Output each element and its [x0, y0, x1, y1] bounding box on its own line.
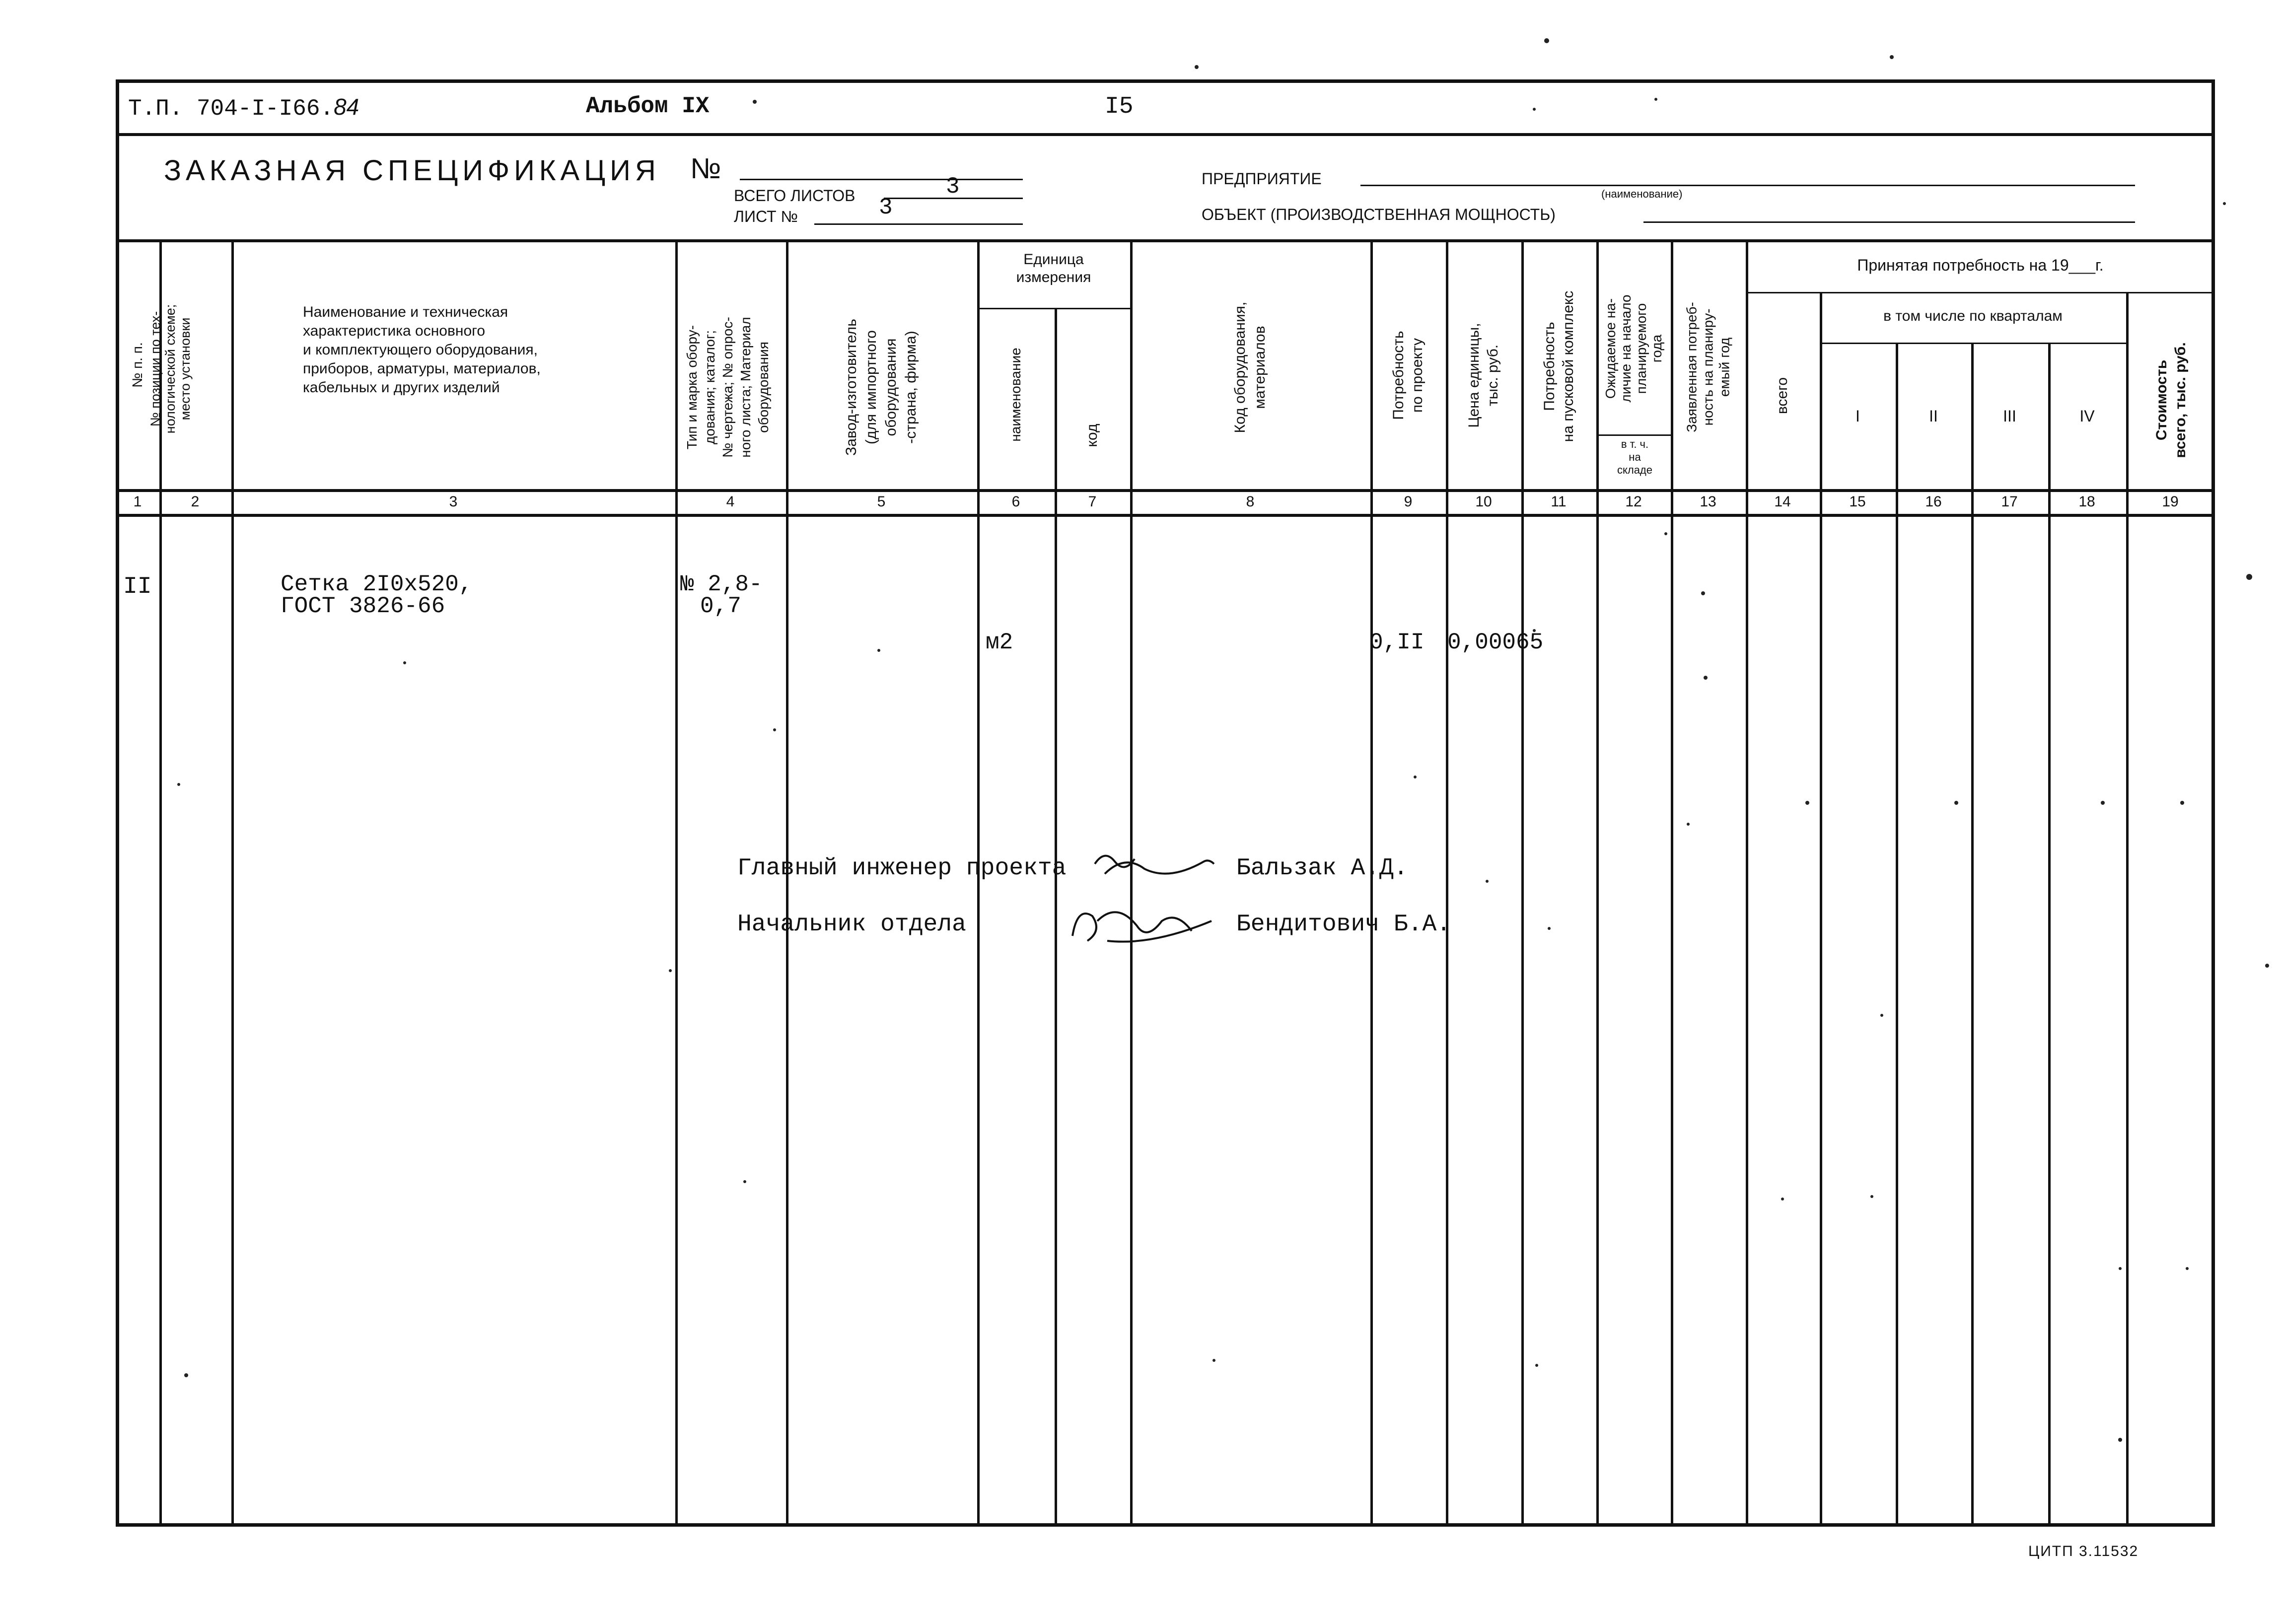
- column-number: 5: [877, 494, 886, 510]
- column-number: 17: [2001, 494, 2018, 510]
- q3-header: III: [2003, 407, 2016, 425]
- col5-header: Завод-изготовитель (для импортного оборудования -страна, фирма): [843, 319, 919, 456]
- column-number: 2: [191, 494, 200, 510]
- document-frame: [116, 79, 2215, 1527]
- total-sheets-label: ВСЕГО ЛИСТОВ: [734, 187, 856, 205]
- row-unit: м2: [986, 630, 1013, 655]
- column-number: 12: [1625, 494, 1642, 510]
- col12-sub-header: в т. ч. на складе: [1617, 438, 1653, 476]
- column-number: 6: [1011, 494, 1020, 510]
- spec-title: ЗАКАЗНАЯ СПЕЦИФИКАЦИЯ: [164, 154, 660, 187]
- col3-header: Наименование и техническая характеристика основного и комплектующего оборудования, приборов, арматуры, материалов, кабельных и других изделий: [303, 304, 541, 396]
- sheet-value: 3: [879, 195, 893, 220]
- unit-group-header: Единица измерения: [1016, 251, 1091, 285]
- col9-header: Потребность по проекту: [1390, 331, 1426, 420]
- quarters-header: в том числе по кварталам: [1883, 308, 2063, 324]
- row-price: 0,00065: [1447, 630, 1544, 655]
- spec-number-sign: №: [690, 152, 721, 185]
- column-number: 18: [2078, 494, 2095, 510]
- col13-header: Заявленная потреб- ность на планиру- емый год: [1684, 302, 1732, 432]
- accepted-need-header: Принятая потребность на 19___г.: [1857, 256, 2104, 274]
- column-number: 10: [1475, 494, 1492, 510]
- department-head-signature: [1063, 891, 1221, 956]
- sheet-label: ЛИСТ №: [734, 208, 798, 225]
- column-number: 16: [1925, 494, 1942, 510]
- page-number: I5: [1105, 93, 1134, 120]
- album-label: Альбом IX: [586, 93, 710, 119]
- tp-year: 84: [334, 94, 359, 120]
- col7-header: код: [1084, 424, 1100, 447]
- department-head-title: Начальник отдела: [737, 911, 966, 938]
- column-number: 19: [2162, 494, 2179, 510]
- footer-code: ЦИТП 3.11532: [2028, 1543, 2139, 1559]
- col4-header: Тип и марка обору- дования; каталог; № чертежа; № опрос- ного листа; Материал оборудования: [684, 317, 771, 458]
- naming-note: (наименование): [1601, 188, 1683, 200]
- col14-header: всего: [1774, 377, 1790, 415]
- col6-header: наименование: [1008, 348, 1023, 442]
- total-sheets-value: 3: [946, 174, 960, 200]
- column-number: 4: [726, 494, 735, 510]
- col10-header: Цена единицы, тыс. руб.: [1466, 323, 1501, 428]
- tp-code: Т.П. 704-I-I66.: [128, 96, 334, 122]
- column-number: 15: [1849, 494, 1866, 510]
- department-head-name: Бендитович Б.А.: [1236, 911, 1451, 938]
- col19-header: Стоимость всего, тыс. руб.: [2153, 342, 2189, 458]
- row-type: № 2,8- 0,7: [680, 571, 763, 619]
- enterprise-label: ПРЕДПРИЯТИЕ: [1202, 170, 1322, 188]
- column-number: 3: [449, 494, 458, 510]
- column-number: 14: [1774, 494, 1791, 510]
- column-number: 7: [1088, 494, 1097, 510]
- col2-header: № позиции по тех- нологической схеме; место установки: [148, 304, 193, 434]
- col12-header: Ожидаемое на- личие на начало планируемого года: [1603, 294, 1664, 403]
- column-number: 1: [133, 494, 142, 510]
- col1-header: № п. п.: [130, 342, 145, 388]
- col11-header: Потребность на пусковой комплекс: [1541, 290, 1576, 442]
- row-need: 0,II: [1369, 630, 1425, 655]
- object-label: ОБЪЕКТ (ПРОИЗВОДСТВЕННАЯ МОЩНОСТЬ): [1202, 206, 1556, 223]
- col8-header: Код оборудования, материалов: [1232, 301, 1268, 433]
- q1-header: I: [1855, 407, 1860, 425]
- row-name: Сетка 2I0х520, ГОСТ 3826-66: [281, 571, 473, 619]
- column-number: 9: [1404, 494, 1413, 510]
- column-number: 13: [1700, 494, 1716, 510]
- row-number: II: [123, 573, 152, 600]
- chief-engineer-name: Бальзак А.Д.: [1236, 855, 1408, 882]
- chief-engineer-title: Главный инженер проекта: [737, 855, 1067, 882]
- q2-header: II: [1929, 407, 1938, 425]
- column-number: 8: [1246, 494, 1255, 510]
- q4-header: IV: [2079, 407, 2095, 425]
- column-number: 11: [1551, 494, 1567, 510]
- chief-engineer-signature: [1085, 839, 1224, 889]
